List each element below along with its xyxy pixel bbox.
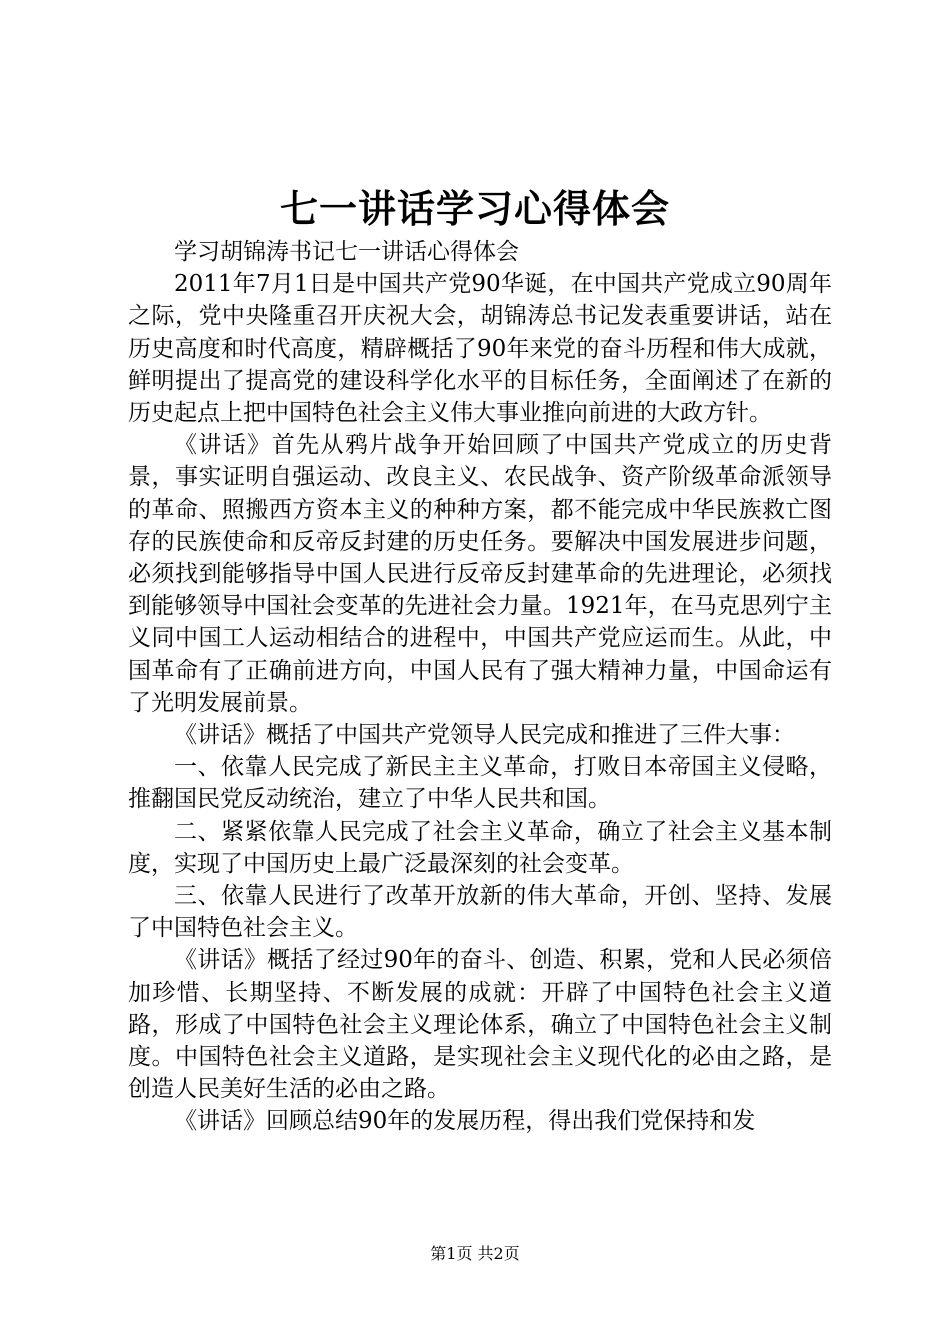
body-paragraph: 《讲话》概括了中国共产党领导人民完成和推进了三件大事： xyxy=(174,722,795,749)
body-paragraph: 一、依靠人民完成了新民主主义革命，打败日本帝国主义侵略，推翻国民党反动统治，建立了中华人民共和国。 xyxy=(128,754,832,813)
body-paragraph: 二、紧紧依靠人民完成了社会主义革命，确立了社会主义基本制度，实现了中国历史上最广泛最深刻的社会变革。 xyxy=(128,818,832,877)
page-footer xyxy=(0,1244,950,1264)
page-indicator: 第1页 共2页 xyxy=(430,1244,520,1263)
subtitle-paragraph: 学习胡锦涛书记七一讲话心得体会 xyxy=(174,239,519,265)
body-paragraph: 三、依靠人民进行了改革开放新的伟大革命，开创、坚持、发展了中国特色社会主义。 xyxy=(128,883,832,942)
body-paragraph: 《讲话》首先从鸦片战争开始回顾了中国共产党成立的历史背景，事实证明自强运动、改良主义、农民战争、资产阶级革命派领导的革命、照搬西方资本主义的种种方案，都不能完成中华民族救亡图存的民族使命和反帝反封建的历史任务。要解决中国发展进步问题，必须找到能够指导中国人民进行反帝反封建革命的先进理论，必须找到能够领导中国社会变革的先进社会力量。1921年，在马克思列宁主义同中国工人运动相结合的进程中，中国共产党应运而生。从此，中国革命有了正确前进方向，中国人民有了强大精神力量，中国命运有了光明发展前景。 xyxy=(128,432,832,716)
body-paragraph: 2011年7月1日是中国共产党90华诞，在中国共产党成立90周年之际，党中央隆重召开庆祝大会，胡锦涛总书记发表重要讲话，站在历史高度和时代高度，精辟概括了90年来党的奋斗历程和伟大成就，鲜明提出了提高党的建设科学化水平的目标任务，全面阐述了在新的历史起点上把中国特色社会主义伟大事业推向前进的大政方针。 xyxy=(128,271,832,427)
body-paragraph: 《讲话》概括了经过90年的奋斗、创造、积累，党和人民必须倍加珍惜、长期坚持、不断发展的成就：开辟了中国特色社会主义道路，形成了中国特色社会主义理论体系，确立了中国特色社会主义制度。中国特色社会主义道路，是实现社会主义现代化的必由之路，是创造人民美好生活的必由之路。 xyxy=(128,947,832,1103)
body-paragraph: 《讲话》回顾总结90年的发展历程，得出我们党保持和发 xyxy=(174,1108,756,1135)
document-title: 七一讲话学习心得体会 xyxy=(279,186,670,231)
document-body xyxy=(128,236,832,1138)
